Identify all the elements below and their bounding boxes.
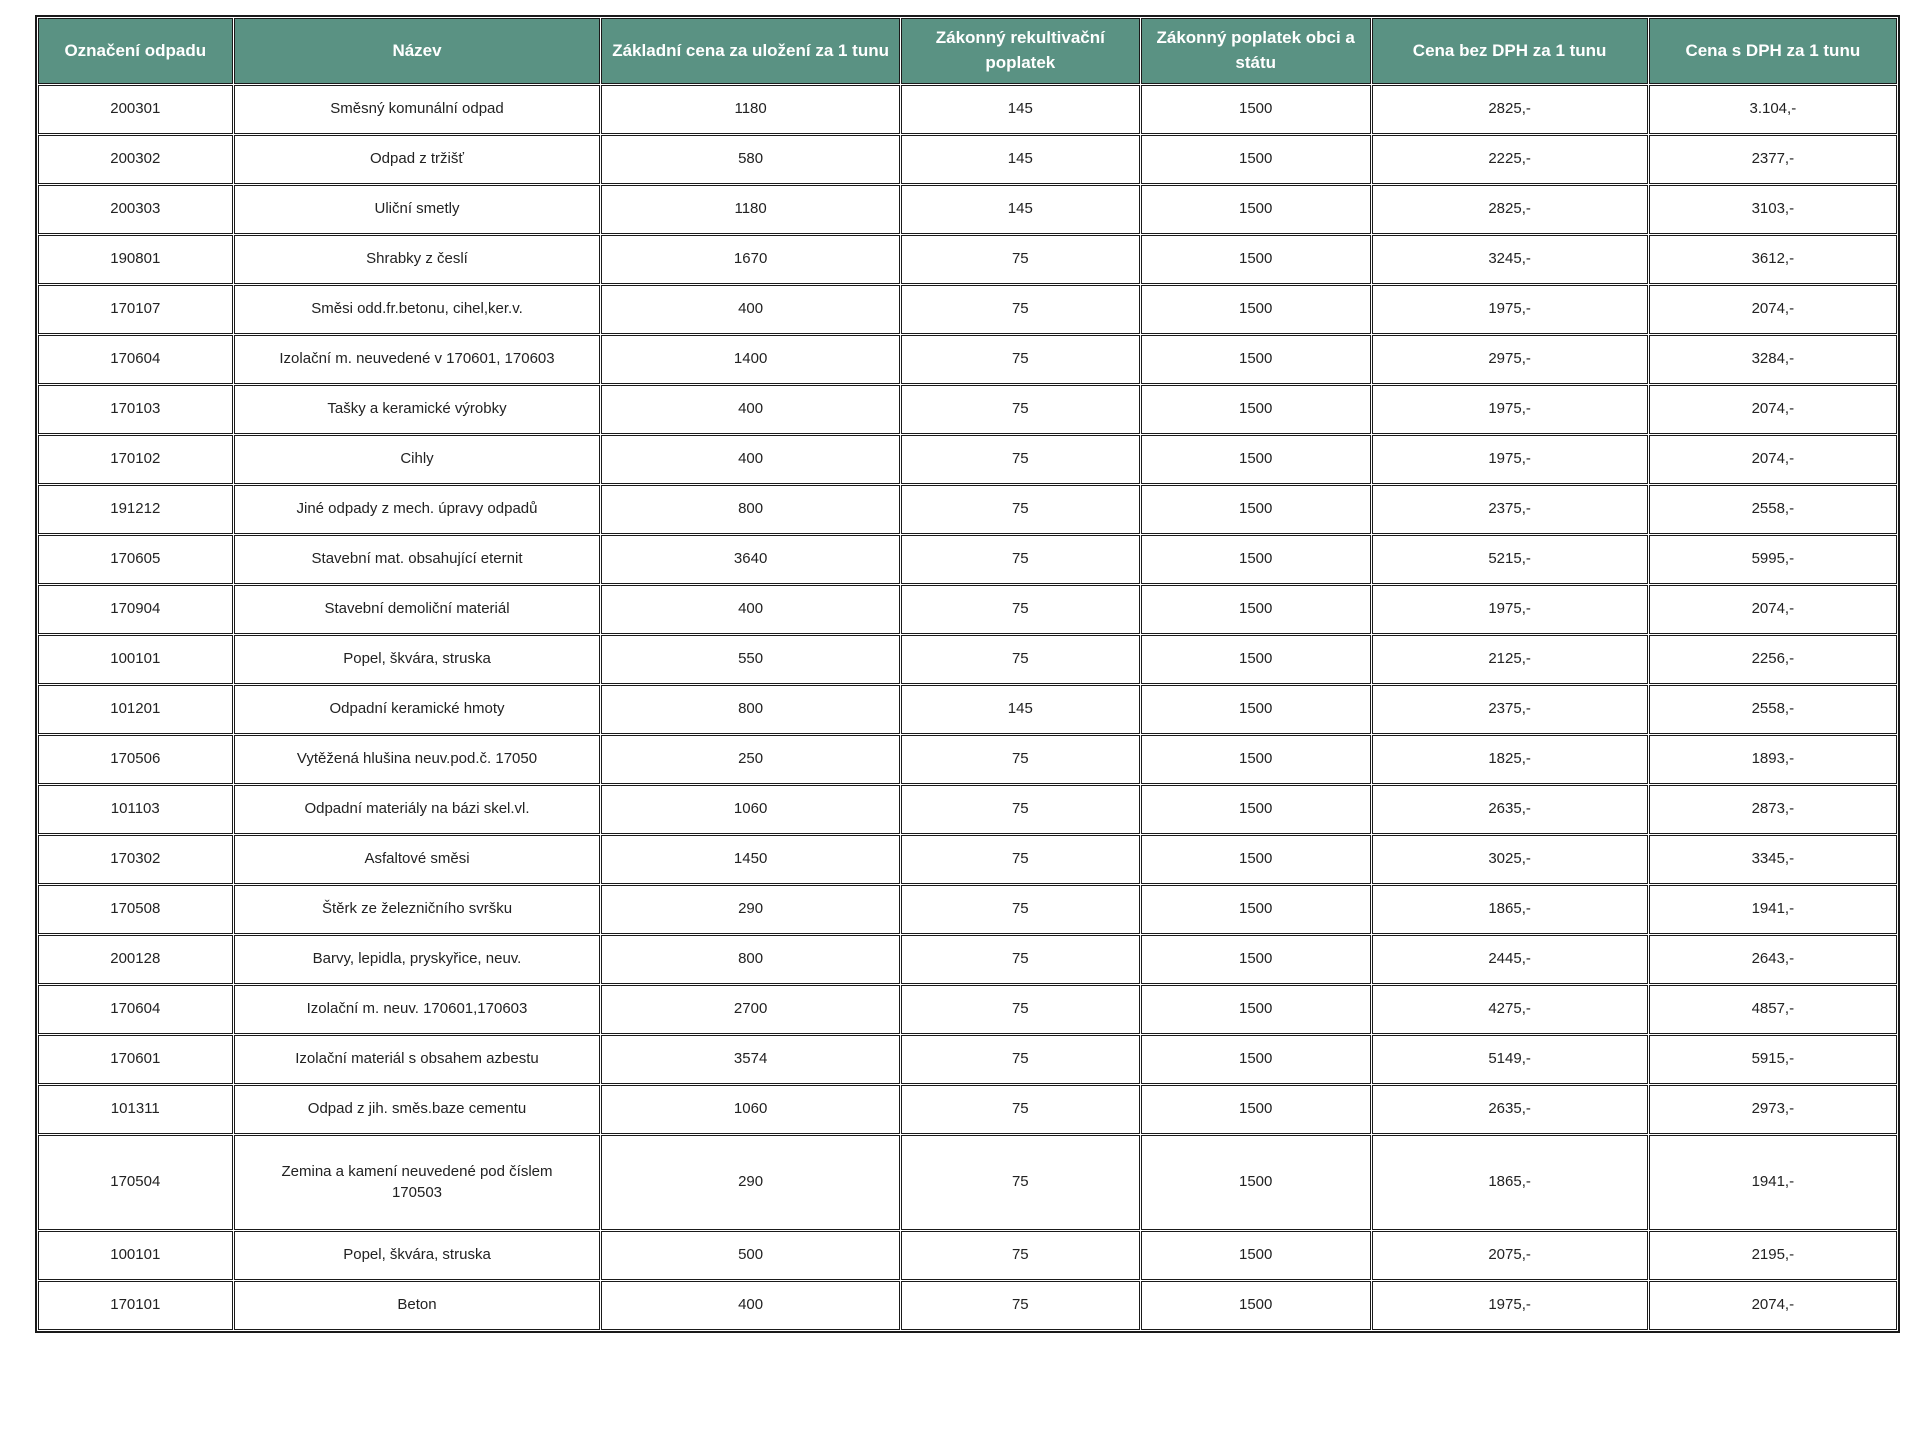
table-row (38, 685, 1897, 734)
cell-recultivation-fee: 75 (901, 835, 1140, 884)
cell-code: 170101 (38, 1281, 233, 1330)
table-row (38, 485, 1897, 534)
cell-state-fee: 1500 (1141, 985, 1371, 1034)
cell-price-excl-vat: 2225,- (1372, 135, 1648, 184)
table-body (38, 85, 1897, 1330)
column-header-price-excl-vat: Cena bez DPH za 1 tunu (1372, 18, 1648, 84)
cell-recultivation-fee: 75 (901, 1135, 1140, 1230)
table-row (38, 585, 1897, 634)
cell-base-price: 400 (601, 585, 899, 634)
cell-name: Stavební mat. obsahující eternit (234, 535, 601, 584)
cell-price-excl-vat: 3245,- (1372, 235, 1648, 284)
cell-price-excl-vat: 2375,- (1372, 685, 1648, 734)
table-row (38, 285, 1897, 334)
cell-base-price: 290 (601, 1135, 899, 1230)
table-row (38, 1035, 1897, 1084)
cell-base-price: 250 (601, 735, 899, 784)
cell-price-incl-vat: 2074,- (1649, 385, 1897, 434)
cell-name: Odpad z tržišť (234, 135, 601, 184)
cell-price-incl-vat: 2973,- (1649, 1085, 1897, 1134)
cell-state-fee: 1500 (1141, 685, 1371, 734)
cell-price-incl-vat: 3284,- (1649, 335, 1897, 384)
cell-name: Vytěžená hlušina neuv.pod.č. 17050 (234, 735, 601, 784)
cell-base-price: 800 (601, 935, 899, 984)
cell-name: Směsný komunální odpad (234, 85, 601, 134)
cell-name: Odpadní keramické hmoty (234, 685, 601, 734)
cell-price-incl-vat: 1941,- (1649, 1135, 1897, 1230)
column-header-recultivation-fee: Zákonný rekultivační poplatek (901, 18, 1140, 84)
column-header-base-price: Základní cena za uložení za 1 tunu (601, 18, 899, 84)
cell-code: 190801 (38, 235, 233, 284)
cell-price-incl-vat: 1893,- (1649, 735, 1897, 784)
table-row (38, 85, 1897, 134)
cell-name: Tašky a keramické výrobky (234, 385, 601, 434)
table-row (38, 635, 1897, 684)
cell-recultivation-fee: 75 (901, 435, 1140, 484)
cell-name: Shrabky z česlí (234, 235, 601, 284)
cell-base-price: 580 (601, 135, 899, 184)
cell-name: Štěrk ze železničního svršku (234, 885, 601, 934)
cell-price-incl-vat: 2074,- (1649, 435, 1897, 484)
cell-recultivation-fee: 75 (901, 585, 1140, 634)
cell-recultivation-fee: 75 (901, 785, 1140, 834)
cell-name: Izolační m. neuv. 170601,170603 (234, 985, 601, 1034)
cell-code: 200303 (38, 185, 233, 234)
cell-code: 170107 (38, 285, 233, 334)
cell-recultivation-fee: 145 (901, 685, 1140, 734)
table-row (38, 435, 1897, 484)
cell-code: 170506 (38, 735, 233, 784)
cell-state-fee: 1500 (1141, 235, 1371, 284)
cell-recultivation-fee: 75 (901, 985, 1140, 1034)
cell-code: 101103 (38, 785, 233, 834)
cell-state-fee: 1500 (1141, 735, 1371, 784)
cell-state-fee: 1500 (1141, 1085, 1371, 1134)
table-row (38, 985, 1897, 1034)
cell-state-fee: 1500 (1141, 1135, 1371, 1230)
cell-price-excl-vat: 2075,- (1372, 1231, 1648, 1280)
cell-state-fee: 1500 (1141, 135, 1371, 184)
cell-recultivation-fee: 75 (901, 1231, 1140, 1280)
cell-price-excl-vat: 2375,- (1372, 485, 1648, 534)
cell-name: Izolační m. neuvedené v 170601, 170603 (234, 335, 601, 384)
cell-name: Asfaltové směsi (234, 835, 601, 884)
cell-price-excl-vat: 2825,- (1372, 85, 1648, 134)
table-row (38, 235, 1897, 284)
cell-state-fee: 1500 (1141, 1035, 1371, 1084)
cell-code: 100101 (38, 1231, 233, 1280)
cell-price-incl-vat: 2377,- (1649, 135, 1897, 184)
cell-state-fee: 1500 (1141, 335, 1371, 384)
cell-state-fee: 1500 (1141, 585, 1371, 634)
cell-state-fee: 1500 (1141, 635, 1371, 684)
cell-state-fee: 1500 (1141, 935, 1371, 984)
cell-price-incl-vat: 2074,- (1649, 285, 1897, 334)
cell-code: 200128 (38, 935, 233, 984)
header-row (38, 18, 1897, 84)
waste-price-table (35, 15, 1900, 1333)
table-row (38, 935, 1897, 984)
cell-name: Beton (234, 1281, 601, 1330)
cell-price-incl-vat: 2558,- (1649, 685, 1897, 734)
column-header-code: Označení odpadu (38, 18, 233, 84)
cell-price-incl-vat: 3612,- (1649, 235, 1897, 284)
cell-price-excl-vat: 5149,- (1372, 1035, 1648, 1084)
cell-price-incl-vat: 2873,- (1649, 785, 1897, 834)
cell-recultivation-fee: 145 (901, 185, 1140, 234)
cell-name: Stavební demoliční materiál (234, 585, 601, 634)
cell-code: 170605 (38, 535, 233, 584)
cell-base-price: 400 (601, 385, 899, 434)
cell-state-fee: 1500 (1141, 435, 1371, 484)
cell-price-incl-vat: 3.104,- (1649, 85, 1897, 134)
cell-code: 170604 (38, 335, 233, 384)
cell-base-price: 1450 (601, 835, 899, 884)
cell-name: Odpad z jih. směs.baze cementu (234, 1085, 601, 1134)
cell-price-excl-vat: 1975,- (1372, 585, 1648, 634)
cell-code: 170508 (38, 885, 233, 934)
cell-base-price: 400 (601, 1281, 899, 1330)
cell-state-fee: 1500 (1141, 285, 1371, 334)
cell-base-price: 1180 (601, 85, 899, 134)
cell-recultivation-fee: 75 (901, 485, 1140, 534)
table-header (38, 18, 1897, 84)
column-header-state-fee: Zákonný poplatek obci a státu (1141, 18, 1371, 84)
cell-price-incl-vat: 2643,- (1649, 935, 1897, 984)
cell-price-incl-vat: 3103,- (1649, 185, 1897, 234)
cell-code: 101311 (38, 1085, 233, 1134)
cell-state-fee: 1500 (1141, 835, 1371, 884)
table-row (38, 835, 1897, 884)
table-row (38, 185, 1897, 234)
cell-code: 200302 (38, 135, 233, 184)
cell-recultivation-fee: 75 (901, 235, 1140, 284)
cell-price-excl-vat: 1865,- (1372, 885, 1648, 934)
cell-base-price: 550 (601, 635, 899, 684)
cell-recultivation-fee: 75 (901, 285, 1140, 334)
cell-code: 170504 (38, 1135, 233, 1230)
cell-name: Odpadní materiály na bázi skel.vl. (234, 785, 601, 834)
cell-recultivation-fee: 75 (901, 635, 1140, 684)
cell-name: Směsi odd.fr.betonu, cihel,ker.v. (234, 285, 601, 334)
cell-base-price: 800 (601, 685, 899, 734)
cell-code: 170103 (38, 385, 233, 434)
column-header-price-incl-vat: Cena s DPH za 1 tunu (1649, 18, 1897, 84)
cell-price-excl-vat: 1975,- (1372, 385, 1648, 434)
table-row (38, 1281, 1897, 1330)
cell-price-excl-vat: 2635,- (1372, 785, 1648, 834)
cell-price-incl-vat: 2074,- (1649, 585, 1897, 634)
cell-base-price: 290 (601, 885, 899, 934)
cell-state-fee: 1500 (1141, 385, 1371, 434)
table-row (38, 385, 1897, 434)
cell-name: Uliční smetly (234, 185, 601, 234)
cell-base-price: 800 (601, 485, 899, 534)
table-row (38, 785, 1897, 834)
cell-price-incl-vat: 5995,- (1649, 535, 1897, 584)
cell-state-fee: 1500 (1141, 485, 1371, 534)
cell-code: 170601 (38, 1035, 233, 1084)
cell-recultivation-fee: 145 (901, 85, 1140, 134)
cell-base-price: 1060 (601, 1085, 899, 1134)
cell-price-incl-vat: 4857,- (1649, 985, 1897, 1034)
cell-recultivation-fee: 75 (901, 1281, 1140, 1330)
cell-recultivation-fee: 75 (901, 535, 1140, 584)
cell-base-price: 1400 (601, 335, 899, 384)
cell-price-excl-vat: 2635,- (1372, 1085, 1648, 1134)
cell-price-incl-vat: 5915,- (1649, 1035, 1897, 1084)
table-row (38, 735, 1897, 784)
cell-price-excl-vat: 2125,- (1372, 635, 1648, 684)
table-row (38, 335, 1897, 384)
cell-name: Popel, škvára, struska (234, 635, 601, 684)
table-row (38, 1135, 1897, 1230)
table-row (38, 1085, 1897, 1134)
cell-price-excl-vat: 4275,- (1372, 985, 1648, 1034)
cell-price-excl-vat: 1865,- (1372, 1135, 1648, 1230)
cell-state-fee: 1500 (1141, 885, 1371, 934)
cell-name: Zemina a kamení neuvedené pod číslem 170503 (234, 1135, 601, 1230)
cell-price-excl-vat: 1975,- (1372, 285, 1648, 334)
cell-base-price: 3640 (601, 535, 899, 584)
cell-price-incl-vat: 2195,- (1649, 1231, 1897, 1280)
cell-recultivation-fee: 75 (901, 935, 1140, 984)
cell-price-excl-vat: 2825,- (1372, 185, 1648, 234)
cell-name: Cihly (234, 435, 601, 484)
cell-code: 191212 (38, 485, 233, 534)
cell-name: Izolační materiál s obsahem azbestu (234, 1035, 601, 1084)
cell-price-excl-vat: 2445,- (1372, 935, 1648, 984)
cell-base-price: 400 (601, 435, 899, 484)
cell-state-fee: 1500 (1141, 535, 1371, 584)
cell-code: 200301 (38, 85, 233, 134)
cell-base-price: 500 (601, 1231, 899, 1280)
cell-base-price: 1180 (601, 185, 899, 234)
cell-recultivation-fee: 75 (901, 335, 1140, 384)
cell-state-fee: 1500 (1141, 185, 1371, 234)
cell-recultivation-fee: 75 (901, 385, 1140, 434)
cell-name: Barvy, lepidla, pryskyřice, neuv. (234, 935, 601, 984)
table-row (38, 535, 1897, 584)
cell-name: Popel, škvára, struska (234, 1231, 601, 1280)
cell-state-fee: 1500 (1141, 1231, 1371, 1280)
cell-code: 170102 (38, 435, 233, 484)
cell-recultivation-fee: 75 (901, 1085, 1140, 1134)
cell-base-price: 1060 (601, 785, 899, 834)
cell-code: 170604 (38, 985, 233, 1034)
cell-code: 101201 (38, 685, 233, 734)
cell-state-fee: 1500 (1141, 785, 1371, 834)
table-row (38, 885, 1897, 934)
cell-price-incl-vat: 2558,- (1649, 485, 1897, 534)
cell-base-price: 3574 (601, 1035, 899, 1084)
cell-price-incl-vat: 2074,- (1649, 1281, 1897, 1330)
cell-code: 170904 (38, 585, 233, 634)
table-row (38, 135, 1897, 184)
cell-price-excl-vat: 1975,- (1372, 1281, 1648, 1330)
cell-code: 100101 (38, 635, 233, 684)
cell-state-fee: 1500 (1141, 85, 1371, 134)
cell-price-excl-vat: 3025,- (1372, 835, 1648, 884)
cell-recultivation-fee: 75 (901, 735, 1140, 784)
cell-recultivation-fee: 75 (901, 885, 1140, 934)
cell-state-fee: 1500 (1141, 1281, 1371, 1330)
cell-price-excl-vat: 1825,- (1372, 735, 1648, 784)
cell-name: Jiné odpady z mech. úpravy odpadů (234, 485, 601, 534)
cell-price-incl-vat: 3345,- (1649, 835, 1897, 884)
cell-price-excl-vat: 1975,- (1372, 435, 1648, 484)
table-row (38, 1231, 1897, 1280)
cell-base-price: 2700 (601, 985, 899, 1034)
cell-code: 170302 (38, 835, 233, 884)
cell-price-excl-vat: 2975,- (1372, 335, 1648, 384)
cell-recultivation-fee: 75 (901, 1035, 1140, 1084)
cell-base-price: 1670 (601, 235, 899, 284)
cell-price-excl-vat: 5215,- (1372, 535, 1648, 584)
cell-price-incl-vat: 1941,- (1649, 885, 1897, 934)
column-header-name: Název (234, 18, 601, 84)
cell-recultivation-fee: 145 (901, 135, 1140, 184)
cell-base-price: 400 (601, 285, 899, 334)
cell-price-incl-vat: 2256,- (1649, 635, 1897, 684)
